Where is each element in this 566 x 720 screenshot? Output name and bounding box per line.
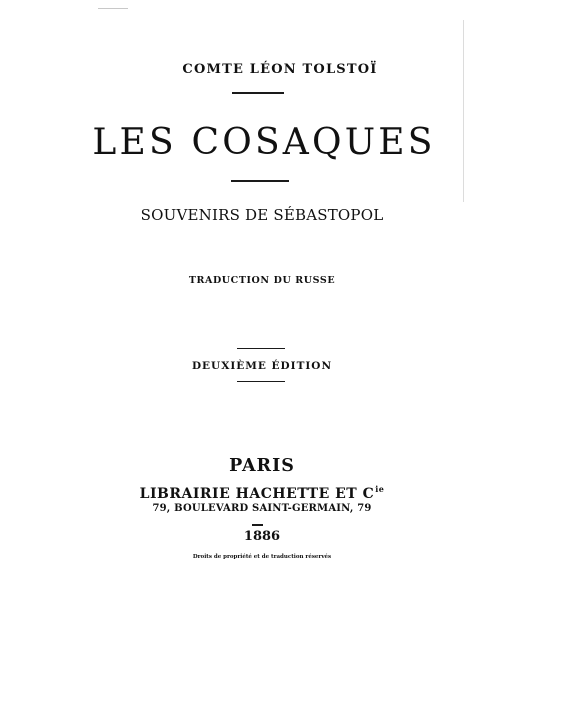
- divider-rule: [252, 524, 263, 526]
- publisher-text: LIBRAIRIE HACHETTE ET C: [139, 486, 375, 502]
- page-edge-mark: [98, 8, 128, 9]
- author-line: COMTE LÉON TOLSTOÏ: [182, 62, 378, 77]
- divider-rule: [237, 348, 285, 349]
- publication-city: PARIS: [229, 456, 295, 476]
- translation-note: TRADUCTION DU RUSSE: [188, 275, 336, 286]
- subtitle: SOUVENIRS DE SÉBASTOPOL: [140, 206, 384, 224]
- publication-year: 1886: [243, 529, 281, 544]
- edition-line: DEUXIÈME ÉDITION: [191, 360, 333, 372]
- book-title: LES COSAQUES: [92, 122, 436, 163]
- publisher-address: 79, BOULEVARD SAINT-GERMAIN, 79: [152, 503, 372, 514]
- publisher-superscript: ie: [375, 484, 385, 494]
- divider-rule: [232, 92, 284, 94]
- divider-rule: [231, 180, 289, 182]
- divider-rule: [237, 381, 285, 382]
- publisher-name: [0, 484, 545, 502]
- rights-notice: Droits de propriété et de traduction réservés: [192, 554, 332, 560]
- page-edge-shadow: [463, 20, 464, 202]
